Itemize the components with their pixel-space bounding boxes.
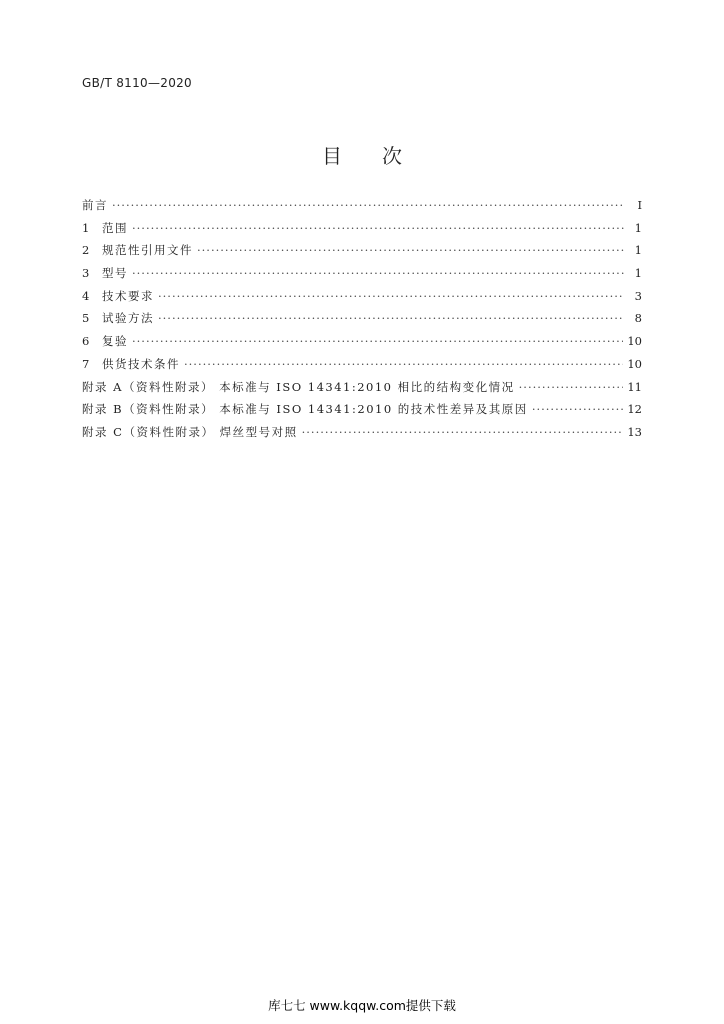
toc-entry-page: 8 — [634, 311, 642, 326]
toc-entry-number: 1 — [82, 220, 90, 235]
toc-entry-page: 10 — [627, 334, 642, 349]
toc-entry-number: 2 — [82, 243, 90, 258]
toc-entry-label: 前言 — [82, 198, 108, 212]
toc-leader-dots — [112, 198, 624, 212]
toc-leader-dots — [302, 425, 624, 439]
toc-leader-dots — [197, 243, 624, 257]
toc-entry-number: 7 — [82, 356, 90, 371]
toc-leader-dots — [158, 311, 624, 325]
toc-entry-label: 试验方法 — [102, 311, 154, 326]
toc-leader-dots — [132, 221, 624, 235]
toc-leader-dots — [132, 334, 623, 348]
toc-entry-label: 附录 C（资料性附录） 焊丝型号对照 — [82, 424, 298, 439]
toc-entry-page: 12 — [627, 402, 642, 417]
toc-leader-dots — [158, 289, 624, 303]
toc-entry-number: 3 — [82, 266, 90, 281]
toc-entry-label: 供货技术条件 — [102, 356, 180, 371]
toc-entry-number: 4 — [82, 288, 90, 303]
toc-entry-scope[interactable] — [82, 220, 642, 243]
toc-entry-supply-conditions[interactable] — [82, 356, 642, 379]
toc-entry-technical-requirements[interactable] — [82, 288, 642, 311]
download-footer: 库七七 www.kqqw.com提供下载 — [268, 998, 456, 1013]
toc-entry-preface[interactable] — [82, 197, 642, 220]
standard-code: GB/T 8110—2020 — [82, 76, 192, 90]
table-of-contents — [82, 197, 642, 447]
toc-entry-label: 型号 — [102, 266, 128, 281]
toc-entry-page: 1 — [634, 220, 642, 235]
toc-entry-page: 1 — [634, 243, 642, 258]
toc-entry-annex-c[interactable] — [82, 424, 642, 447]
toc-entry-annex-a[interactable] — [82, 379, 642, 402]
toc-entry-test-methods[interactable] — [82, 310, 642, 333]
toc-entry-model[interactable] — [82, 265, 642, 288]
toc-leader-dots — [532, 402, 624, 416]
toc-entry-page: 11 — [627, 379, 642, 394]
toc-entry-normative-references[interactable] — [82, 242, 642, 265]
toc-entry-page: 1 — [634, 266, 642, 281]
toc-entry-number: 6 — [82, 334, 90, 349]
toc-leader-dots — [132, 266, 624, 280]
toc-entry-label: 附录 B（资料性附录） 本标准与 ISO 14341:2010 的技术性差异及其原因 — [82, 402, 528, 417]
page-title: 目次 — [322, 144, 442, 168]
toc-entry-label: 范围 — [102, 220, 128, 235]
toc-entry-label: 规范性引用文件 — [102, 243, 193, 258]
toc-entry-retest[interactable] — [82, 333, 642, 356]
toc-entry-page: 3 — [634, 288, 642, 303]
toc-entry-annex-b[interactable] — [82, 401, 642, 424]
toc-entry-number: 5 — [82, 311, 90, 326]
toc-entry-page: 10 — [627, 356, 642, 371]
toc-entry-label: 附录 A（资料性附录） 本标准与 ISO 14341:2010 相比的结构变化情况 — [82, 379, 515, 394]
toc-entry-page: 13 — [627, 424, 642, 439]
toc-entry-label: 复验 — [102, 334, 128, 349]
toc-entry-page: I — [637, 198, 642, 212]
toc-leader-dots — [519, 380, 624, 394]
toc-entry-label: 技术要求 — [102, 288, 154, 303]
toc-leader-dots — [184, 357, 623, 371]
